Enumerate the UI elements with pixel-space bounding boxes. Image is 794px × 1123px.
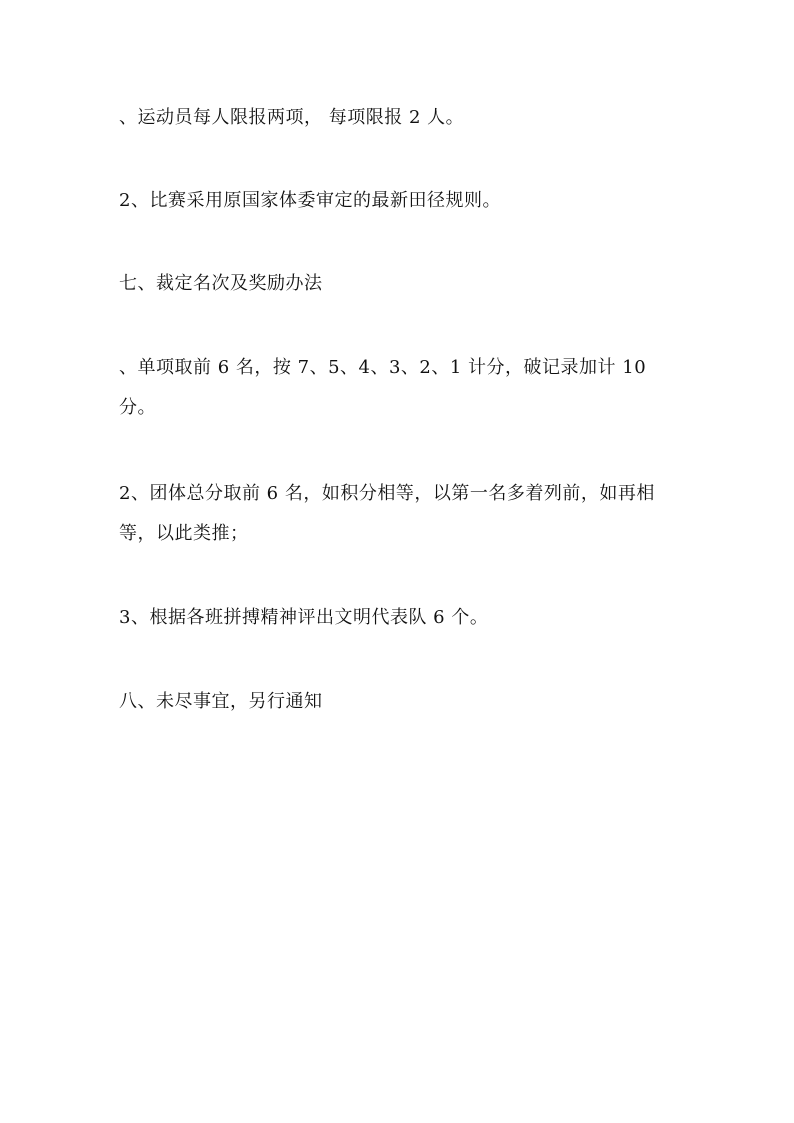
section-heading-other-matters: 八、未尽事宜，另行通知 xyxy=(119,691,323,712)
paragraph-rules: 2、比赛采用原国家体委审定的最新田径规则。 xyxy=(119,190,501,211)
paragraph-civilized-team: 3、根据各班拼搏精神评出文明代表队 6 个。 xyxy=(119,607,489,628)
section-heading-ranking-awards: 七、裁定名次及奖励办法 xyxy=(119,273,323,294)
paragraph-team-scoring: 2、团体总分取前 6 名，如积分相等，以第一名多着列前，如再相等，以此类推； xyxy=(119,483,655,544)
paragraph-entry-limit: 、运动员每人限报两项， 每项限报 2 人。 xyxy=(119,107,465,128)
paragraph-individual-scoring: 、单项取前 6 名，按 7、5、4、3、2、1 计分，破记录加计 10 分。 xyxy=(119,357,647,418)
